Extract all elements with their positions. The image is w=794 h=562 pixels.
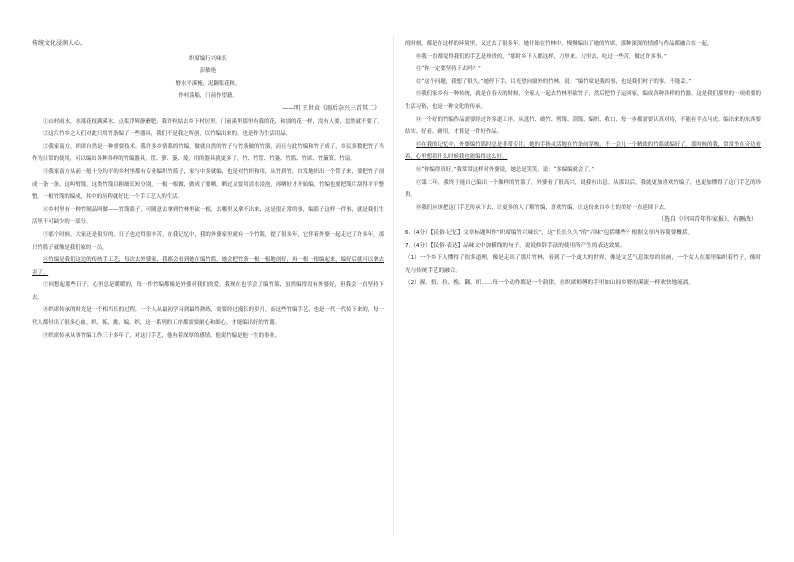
right-paragraph-5: ⑬我们家乡有一种传统，就是在春天的时候，全家人一起去竹林里砍竹子，然后把竹子运回家，编成各种各样的竹器。这是我们那里的一项重要的生活习俗，也是一种文化的传承。 xyxy=(405,91,762,110)
paragraph-7-underlined: ⑥竹编是我们这边的传统手工艺，每次去外婆家，我都会看到她在编竹篮，她会把竹条一根一根地剖好，再一根一根编起来，编好后就可以拿去卖了。 xyxy=(32,257,384,276)
paragraph-5: ④乡村里有一种竹制品叫做——竹篾篮子，可随意去拿到竹林里砍一根，去哪里又拿不出来，这是很正常的事，编篮子这样一件事，就是我们生活里不可缺少的一部分。 xyxy=(32,206,384,226)
paragraph-3: ②我家南方，织席自然是一种重要技术。我许多乡情系的竹编，做就自然的竹子与竹条做的竹器，而且与此竹编和竹子成了，乡民多数把竹子当作为日常的使用，可以编出各种各样的竹编器具，筐、箩、篓、蔑，用的器具就更多了，竹、竹筐、竹篓、竹篮、竹席、竹簸箕、竹扇。 xyxy=(32,143,384,163)
poem-line-1: 野水平溪掩，泥翻浆花秋。 xyxy=(175,80,241,87)
paragraph-1: ①山村雨水，水涨花枝满溪水，点浆浮辉静蘑肥。我许粒姑去乡下村居里。门前溪里那里有我的花，和别的花一样，没有人要，忽然就不要了。 xyxy=(43,118,383,125)
question-6: 6.（4分）【民俗·记忆】文章标题叫作“织席编竹兴味长”，这“长长久久”的“兴味”包括哪些？根据文章内容简要概括。 xyxy=(405,229,694,236)
paragraph-8: ⑦回想起那些日子，心里总是暖暖的，每一件竹编都像是外婆对我们的爱。我现在也学会了编竹篮，虽然编得没有外婆好，但我会一直坚持下去。 xyxy=(32,282,384,301)
poem-line-2: 作村荡船，门前作望籍。 xyxy=(178,93,238,100)
paragraph-6: ⑤那个时候，大家还是很穷的，日子也过得很辛苦，在我记忆中，我的外婆家里就有一个竹篮，提了很多年，它伴着外婆一起走过了许多年，那只竹篮子就像是我们家的一员。 xyxy=(32,231,384,251)
right-paragraph-9: ⑰第二年，我终于能自己编出一个像样的竹篮了，外婆看了很高兴，说我有出息。从那以后，我就更加喜欢竹编了，也更加懂得了这门手艺的珍贵。 xyxy=(405,179,761,199)
question-7-item-1: （1）一个乡下人懂得了很多道理，像是走出了那片竹林，看到了一个更大的世界，像是文艺气息浓厚的景画，一个女人在那里编织着竹子，像时光与传统手艺的融合。 xyxy=(405,255,761,274)
poem-author: 彭敏艳 xyxy=(199,68,217,75)
right-paragraph-10: ⑱我们应该把这门手艺传承下去，让更多的人了解竹编，喜欢竹编，让这份来自乡土的美好一直延续下去。 xyxy=(416,204,670,211)
right-paragraph-6: ⑭一个好的竹编作品需要经过许多道工序，从选竹、破竹、劈篾、刮篾、编织、收口，每一步都需要认真对待，不能有半点马虎。编出来的东西要结实、好看、耐用，才算是一件好作品。 xyxy=(405,116,762,136)
right-paragraph-8: ⑯“你编得真好。”我常常这样对外婆说，她总是笑笑，说：“多编编就会了。” xyxy=(416,166,595,173)
question-7-item-2: （2）握、扭、拉、挽、翻、织……每一个动作都是一个韵律，在织席师傅的手里如山间乡野的溪流一样欢快地流淌。 xyxy=(405,280,694,287)
questions xyxy=(405,227,761,290)
poem-attribution: ——明 王世贞《雨后杂兴三首其二》 xyxy=(282,104,380,112)
paragraph-4: ③我家南方从前一般十分均平的乡村里都有专业编织竹篮子，家与中多就编，也是对竹织和用，从竹到竹，自发地织出一个筐子来，要把竹子剖成一条一条，这叫劈篾。这类竹篾以粗细长短分别，一根一根做，做成了要晒，晒过又要用清水浸泡，再晒好才开始编，竹编也要把篾片刮得平平整整。一根竹篾的编成，其中的历程就好比一个手工艺人的生活。 xyxy=(32,168,384,201)
right-paragraph-3: ⑪“你一定要坚持下去吗？” xyxy=(416,66,481,73)
question-7: 7.（4分）【民俗·表达】品味文中加横线的句子，说说修辞手法的使用所产生的表达效果。 xyxy=(405,242,626,249)
intro-text: 传统文化浸润人心。 xyxy=(32,40,87,47)
right-paragraph-4: ⑫“这个问题，我想了很久。”她停下手，目光望向窗外的竹林，说：“编竹席是我的事，也是我们村子的事，不能丢。” xyxy=(416,78,692,85)
right-paragraph-7-underlined: ⑮在我的记忆中，外婆编竹篮时总是非常专注，她的手指灵活地在竹条间穿梭，不一会儿一个精致的竹篮就编好了。那时候的我，常常坐在旁边看着，心里想着什么时候我也能编得这么好。 xyxy=(405,141,762,161)
paragraph-2: ②这片竹乡之人们对此只用竹条编了一些器具，我们不是我之所创，以竹编出来的，也是作为生活用品。 xyxy=(43,131,291,138)
paragraph-9: ⑧织席传承的时光是一个相当长的过程，一个人从最初学习到最终熟练，需要经过漫长的岁月。而这些竹编手艺，也是一代一代传下来的，每一代人都付出了很多心血。织、拣、挑、编、织，这一系列的工序都需要耐心和细心，才能编出好的竹器。 xyxy=(32,307,384,327)
left-column xyxy=(32,38,384,342)
paragraph-10: ⑨织席传承从事竹编工作三十多年了，对这门手艺，他有着深厚的感情，他说竹编是他一生的事业。 xyxy=(43,332,281,339)
poem-title: 织席编行兴味长 xyxy=(189,55,227,62)
right-paragraph-2: ⑩我一直都觉得我们的手艺是珍贵的，“那时乡下人都这样，刀里来，刀里去，吃过一些苦，做过许多事。” xyxy=(416,53,667,60)
column-divider xyxy=(393,36,394,536)
source-note: （选自《中国青年作家报》，有删改） xyxy=(657,216,757,224)
right-column xyxy=(405,38,761,290)
right-paragraph-1: 的时刻，都是在这样的环境里，又过去了很多年。她开始在竹林中，慢慢编出了她的竹席，那种深深的情感与作品都融合在一起。 xyxy=(405,41,713,47)
